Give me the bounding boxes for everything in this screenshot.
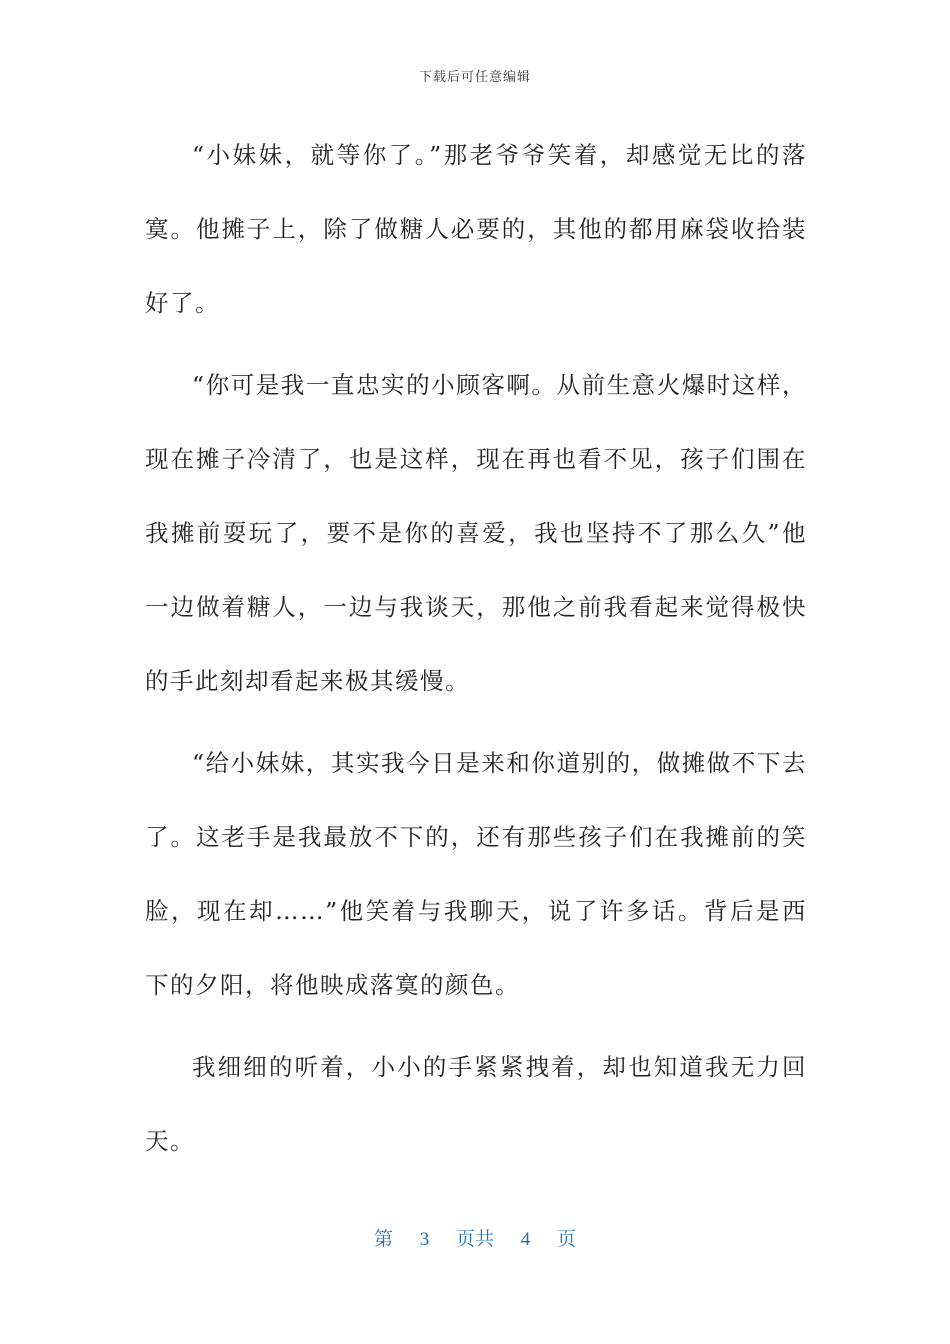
- page-footer: [0, 1224, 950, 1251]
- paragraph-3: “给小妹妹，其实我今日是来和你道别的，做摊做不下去了。这老手是我最放不下的，还有那些孩子们在我摊前的笑脸，现在却……”他笑着与我聊天，说了许多话。背后是西下的夕阳，将他映成落寞的颜色。: [145, 749, 807, 999]
- page-header: 下载后可任意编辑: [418, 70, 531, 85]
- paragraph-1: “小妹妹，就等你了。”那老爷爷笑着，却感觉无比的落寞。他摊子上，除了做糖人必要的，其他的都用麻袋收拾装好了。: [145, 141, 807, 317]
- document-body: [145, 118, 807, 1178]
- paragraph-4: 我细细的听着，小小的手紧紧拽着，却也知道我无力回天。: [145, 1053, 807, 1155]
- footer-suffix: 页: [557, 1229, 577, 1250]
- paragraph-2: “你可是我一直忠实的小顾客啊。从前生意火爆时这样，现在摊子冷清了，也是这样，现在再也看不见，孩子们围在我摊前耍玩了，要不是你的喜爱，我也坚持不了那么久”他一边做着糖人，一边与我谈天，那他之前我看起来觉得极快的手此刻却看起来极其缓慢。: [145, 371, 807, 695]
- current-page-number: 3: [419, 1229, 430, 1250]
- footer-prefix: 第: [373, 1229, 393, 1250]
- footer-middle: 页共: [455, 1229, 494, 1250]
- total-page-number: 4: [520, 1229, 531, 1250]
